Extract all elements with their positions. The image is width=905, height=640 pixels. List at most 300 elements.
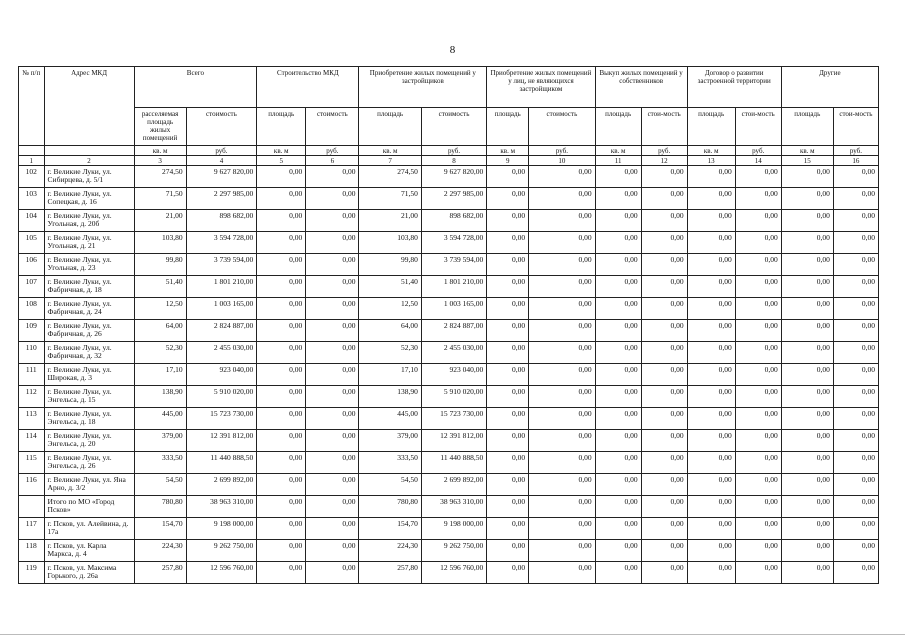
value-cell: 0,00	[641, 408, 687, 430]
value-cell: 0,00	[781, 166, 833, 188]
developer-cost: 12 596 760,00	[421, 562, 486, 584]
developer-cost: 3 739 594,00	[421, 254, 486, 276]
value-cell: 0,00	[781, 210, 833, 232]
row-number: 119	[19, 562, 45, 584]
total-cost: 898 682,00	[186, 210, 257, 232]
header-unit: кв. м	[359, 146, 421, 156]
value-cell: 0,00	[735, 496, 781, 518]
value-cell: 0,00	[735, 364, 781, 386]
value-cell: 0,00	[487, 276, 529, 298]
value-cell: 0,00	[687, 320, 735, 342]
value-cell: 0,00	[735, 232, 781, 254]
row-number: 102	[19, 166, 45, 188]
value-cell: 0,00	[687, 166, 735, 188]
developer-area: 780,80	[359, 496, 421, 518]
developer-area: 17,10	[359, 364, 421, 386]
developer-area: 71,50	[359, 188, 421, 210]
row-address: г. Псков, ул. Алейвина, д. 17а	[44, 518, 134, 540]
construction-cost: 0,00	[306, 166, 359, 188]
value-cell: 0,00	[595, 540, 641, 562]
value-cell: 0,00	[487, 232, 529, 254]
value-cell: 0,00	[781, 540, 833, 562]
row-address: г. Великие Луки, ул. Фабричная, д. 18	[44, 276, 134, 298]
construction-cost: 0,00	[306, 342, 359, 364]
value-cell: 0,00	[735, 320, 781, 342]
table-row	[19, 430, 879, 452]
value-cell: 0,00	[687, 188, 735, 210]
total-area: 99,80	[134, 254, 186, 276]
value-cell: 0,00	[687, 562, 735, 584]
header-group: Всего	[134, 67, 257, 108]
header-sub: стои-мость	[641, 108, 687, 146]
page-number: 8	[449, 44, 456, 56]
value-cell: 0,00	[595, 430, 641, 452]
column-number: 10	[529, 156, 595, 166]
value-cell: 0,00	[595, 408, 641, 430]
value-cell: 0,00	[735, 386, 781, 408]
value-cell: 0,00	[529, 210, 595, 232]
developer-cost: 9 627 820,00	[421, 166, 486, 188]
value-cell: 0,00	[529, 452, 595, 474]
total-cost: 9 627 820,00	[186, 166, 257, 188]
construction-area: 0,00	[257, 562, 306, 584]
table-row	[19, 540, 879, 562]
row-number: 105	[19, 232, 45, 254]
developer-cost: 2 824 887,00	[421, 320, 486, 342]
developer-area: 99,80	[359, 254, 421, 276]
construction-area: 0,00	[257, 386, 306, 408]
value-cell: 0,00	[833, 496, 878, 518]
value-cell: 0,00	[833, 210, 878, 232]
value-cell: 0,00	[833, 254, 878, 276]
construction-area: 0,00	[257, 232, 306, 254]
table-row	[19, 562, 879, 584]
table-row	[19, 276, 879, 298]
header-sub: расселяемая площадь жилых помещений	[134, 108, 186, 146]
row-number: 106	[19, 254, 45, 276]
header-sub: площадь	[595, 108, 641, 146]
value-cell: 0,00	[529, 496, 595, 518]
developer-area: 12,50	[359, 298, 421, 320]
value-cell: 0,00	[595, 298, 641, 320]
developer-cost: 9 198 000,00	[421, 518, 486, 540]
row-number	[19, 496, 45, 518]
row-number: 103	[19, 188, 45, 210]
header-unit: руб.	[735, 146, 781, 156]
value-cell: 0,00	[687, 430, 735, 452]
developer-area: 103,80	[359, 232, 421, 254]
developer-cost: 1 003 165,00	[421, 298, 486, 320]
resettlement-table	[18, 66, 879, 584]
total-area: 51,40	[134, 276, 186, 298]
construction-area: 0,00	[257, 540, 306, 562]
column-number: 4	[186, 156, 257, 166]
header-group: Строительство МКД	[257, 67, 359, 108]
row-number: 109	[19, 320, 45, 342]
value-cell: 0,00	[487, 386, 529, 408]
developer-area: 138,90	[359, 386, 421, 408]
table-row	[19, 408, 879, 430]
total-cost: 2 699 892,00	[186, 474, 257, 496]
value-cell: 0,00	[641, 210, 687, 232]
value-cell: 0,00	[833, 188, 878, 210]
construction-area: 0,00	[257, 518, 306, 540]
value-cell: 0,00	[735, 254, 781, 276]
header-unit: кв. м	[134, 146, 186, 156]
header-unit: руб.	[529, 146, 595, 156]
value-cell: 0,00	[833, 474, 878, 496]
header-sub: стоимость	[186, 108, 257, 146]
table-row	[19, 518, 879, 540]
header-unit: руб.	[186, 146, 257, 156]
value-cell: 0,00	[833, 166, 878, 188]
value-cell: 0,00	[529, 320, 595, 342]
column-number: 11	[595, 156, 641, 166]
header-group: Договор о развитии застроенной территории	[687, 67, 781, 108]
construction-area: 0,00	[257, 364, 306, 386]
header-unit: кв. м	[595, 146, 641, 156]
construction-cost: 0,00	[306, 188, 359, 210]
value-cell: 0,00	[487, 298, 529, 320]
column-number: 6	[306, 156, 359, 166]
row-address: г. Псков, ул. Максима Горького, д. 26а	[44, 562, 134, 584]
value-cell: 0,00	[595, 320, 641, 342]
construction-area: 0,00	[257, 452, 306, 474]
header-group: Другие	[781, 67, 878, 108]
row-number: 107	[19, 276, 45, 298]
total-cost: 12 596 760,00	[186, 562, 257, 584]
row-address: г. Великие Луки, ул. Энгельса, д. 20	[44, 430, 134, 452]
value-cell: 0,00	[833, 232, 878, 254]
value-cell: 0,00	[529, 254, 595, 276]
value-cell: 0,00	[641, 474, 687, 496]
developer-cost: 2 455 030,00	[421, 342, 486, 364]
value-cell: 0,00	[781, 562, 833, 584]
row-address: г. Великие Луки, ул. Фабричная, д. 24	[44, 298, 134, 320]
value-cell: 0,00	[595, 232, 641, 254]
total-cost: 15 723 730,00	[186, 408, 257, 430]
value-cell: 0,00	[487, 408, 529, 430]
table-row	[19, 364, 879, 386]
column-number: 8	[421, 156, 486, 166]
value-cell: 0,00	[641, 188, 687, 210]
construction-area: 0,00	[257, 276, 306, 298]
total-cost: 5 910 020,00	[186, 386, 257, 408]
total-cost: 11 440 888,50	[186, 452, 257, 474]
construction-area: 0,00	[257, 408, 306, 430]
header-no: № п/п	[19, 67, 45, 146]
value-cell: 0,00	[687, 276, 735, 298]
value-cell: 0,00	[487, 188, 529, 210]
value-cell: 0,00	[687, 474, 735, 496]
column-number: 12	[641, 156, 687, 166]
header-unit: руб.	[306, 146, 359, 156]
total-area: 54,50	[134, 474, 186, 496]
column-number: 2	[44, 156, 134, 166]
value-cell: 0,00	[781, 430, 833, 452]
value-cell: 0,00	[641, 518, 687, 540]
developer-area: 224,30	[359, 540, 421, 562]
value-cell: 0,00	[833, 364, 878, 386]
header-sub: стоимость	[306, 108, 359, 146]
value-cell: 0,00	[833, 540, 878, 562]
developer-cost: 38 963 310,00	[421, 496, 486, 518]
column-number: 16	[833, 156, 878, 166]
header-unit: руб.	[421, 146, 486, 156]
value-cell: 0,00	[487, 430, 529, 452]
header-address: Адрес МКД	[44, 67, 134, 146]
total-area: 257,80	[134, 562, 186, 584]
row-address: Итого по МО «Город Псков»	[44, 496, 134, 518]
value-cell: 0,00	[641, 298, 687, 320]
value-cell: 0,00	[735, 430, 781, 452]
value-cell: 0,00	[687, 364, 735, 386]
value-cell: 0,00	[487, 320, 529, 342]
developer-area: 257,80	[359, 562, 421, 584]
developer-cost: 12 391 812,00	[421, 430, 486, 452]
value-cell: 0,00	[641, 386, 687, 408]
row-address: г. Великие Луки, ул. Энгельса, д. 18	[44, 408, 134, 430]
total-cost: 12 391 812,00	[186, 430, 257, 452]
table-row	[19, 320, 879, 342]
header-sub: стои-мость	[735, 108, 781, 146]
construction-cost: 0,00	[306, 430, 359, 452]
developer-cost: 5 910 020,00	[421, 386, 486, 408]
value-cell: 0,00	[595, 496, 641, 518]
column-number: 5	[257, 156, 306, 166]
value-cell: 0,00	[735, 562, 781, 584]
total-cost: 3 594 728,00	[186, 232, 257, 254]
column-number: 13	[687, 156, 735, 166]
construction-area: 0,00	[257, 188, 306, 210]
value-cell: 0,00	[487, 166, 529, 188]
total-cost: 3 739 594,00	[186, 254, 257, 276]
construction-cost: 0,00	[306, 540, 359, 562]
header-group: Выкуп жилых помещений у собственников	[595, 67, 687, 108]
value-cell: 0,00	[487, 342, 529, 364]
value-cell: 0,00	[487, 540, 529, 562]
total-area: 71,50	[134, 188, 186, 210]
table-row	[19, 210, 879, 232]
construction-cost: 0,00	[306, 518, 359, 540]
row-address: г. Великие Луки, ул. Угольная, д. 23	[44, 254, 134, 276]
construction-cost: 0,00	[306, 254, 359, 276]
value-cell: 0,00	[781, 518, 833, 540]
value-cell: 0,00	[833, 518, 878, 540]
value-cell: 0,00	[529, 430, 595, 452]
value-cell: 0,00	[735, 342, 781, 364]
value-cell: 0,00	[487, 518, 529, 540]
value-cell: 0,00	[595, 166, 641, 188]
construction-cost: 0,00	[306, 364, 359, 386]
value-cell: 0,00	[687, 342, 735, 364]
value-cell: 0,00	[833, 342, 878, 364]
header-sub: площадь	[781, 108, 833, 146]
total-area: 274,50	[134, 166, 186, 188]
row-address: г. Великие Луки, ул. Фабричная, д. 32	[44, 342, 134, 364]
header-unit: руб.	[833, 146, 878, 156]
total-cost: 9 262 750,00	[186, 540, 257, 562]
value-cell: 0,00	[595, 188, 641, 210]
table-row	[19, 386, 879, 408]
value-cell: 0,00	[687, 408, 735, 430]
row-number: 113	[19, 408, 45, 430]
value-cell: 0,00	[833, 562, 878, 584]
total-area: 138,90	[134, 386, 186, 408]
value-cell: 0,00	[735, 474, 781, 496]
value-cell: 0,00	[529, 518, 595, 540]
value-cell: 0,00	[529, 276, 595, 298]
row-number: 110	[19, 342, 45, 364]
construction-area: 0,00	[257, 166, 306, 188]
table-row	[19, 496, 879, 518]
value-cell: 0,00	[595, 562, 641, 584]
row-address: г. Великие Луки, ул. Угольная, д. 21	[44, 232, 134, 254]
developer-cost: 2 297 985,00	[421, 188, 486, 210]
column-number: 1	[19, 156, 45, 166]
row-number: 117	[19, 518, 45, 540]
construction-area: 0,00	[257, 430, 306, 452]
header-unit: кв. м	[781, 146, 833, 156]
construction-area: 0,00	[257, 342, 306, 364]
construction-cost: 0,00	[306, 386, 359, 408]
value-cell: 0,00	[595, 276, 641, 298]
value-cell: 0,00	[529, 364, 595, 386]
value-cell: 0,00	[487, 562, 529, 584]
total-area: 64,00	[134, 320, 186, 342]
value-cell: 0,00	[641, 320, 687, 342]
row-number: 114	[19, 430, 45, 452]
value-cell: 0,00	[735, 518, 781, 540]
construction-cost: 0,00	[306, 320, 359, 342]
value-cell: 0,00	[641, 364, 687, 386]
value-cell: 0,00	[487, 452, 529, 474]
value-cell: 0,00	[595, 386, 641, 408]
row-address: г. Великие Луки, ул. Яна Арно, д. 3/2	[44, 474, 134, 496]
row-address: г. Великие Луки, ул. Энгельса, д. 26	[44, 452, 134, 474]
value-cell: 0,00	[641, 452, 687, 474]
total-cost: 9 198 000,00	[186, 518, 257, 540]
table-row	[19, 254, 879, 276]
value-cell: 0,00	[641, 166, 687, 188]
value-cell: 0,00	[595, 342, 641, 364]
total-area: 379,00	[134, 430, 186, 452]
value-cell: 0,00	[487, 254, 529, 276]
header-sub: стои-мость	[833, 108, 878, 146]
value-cell: 0,00	[781, 408, 833, 430]
developer-area: 333,50	[359, 452, 421, 474]
value-cell: 0,00	[641, 430, 687, 452]
value-cell: 0,00	[687, 232, 735, 254]
value-cell: 0,00	[833, 386, 878, 408]
column-number: 14	[735, 156, 781, 166]
value-cell: 0,00	[595, 474, 641, 496]
total-cost: 923 040,00	[186, 364, 257, 386]
value-cell: 0,00	[687, 496, 735, 518]
value-cell: 0,00	[781, 188, 833, 210]
row-address: г. Великие Луки, ул. Фабричная, д. 26	[44, 320, 134, 342]
total-cost: 2 297 985,00	[186, 188, 257, 210]
total-cost: 2 455 030,00	[186, 342, 257, 364]
value-cell: 0,00	[529, 540, 595, 562]
value-cell: 0,00	[529, 298, 595, 320]
total-area: 333,50	[134, 452, 186, 474]
developer-cost: 898 682,00	[421, 210, 486, 232]
value-cell: 0,00	[487, 474, 529, 496]
value-cell: 0,00	[595, 452, 641, 474]
total-area: 12,50	[134, 298, 186, 320]
construction-cost: 0,00	[306, 298, 359, 320]
value-cell: 0,00	[833, 298, 878, 320]
header-unit: руб.	[641, 146, 687, 156]
value-cell: 0,00	[641, 232, 687, 254]
value-cell: 0,00	[781, 254, 833, 276]
row-number: 115	[19, 452, 45, 474]
value-cell: 0,00	[641, 342, 687, 364]
total-area: 154,70	[134, 518, 186, 540]
developer-cost: 923 040,00	[421, 364, 486, 386]
value-cell: 0,00	[529, 232, 595, 254]
construction-area: 0,00	[257, 496, 306, 518]
value-cell: 0,00	[735, 166, 781, 188]
value-cell: 0,00	[529, 188, 595, 210]
developer-area: 52,30	[359, 342, 421, 364]
total-area: 21,00	[134, 210, 186, 232]
value-cell: 0,00	[735, 276, 781, 298]
total-cost: 1 801 210,00	[186, 276, 257, 298]
row-number: 108	[19, 298, 45, 320]
construction-cost: 0,00	[306, 276, 359, 298]
value-cell: 0,00	[595, 518, 641, 540]
developer-cost: 15 723 730,00	[421, 408, 486, 430]
row-number: 111	[19, 364, 45, 386]
value-cell: 0,00	[833, 320, 878, 342]
value-cell: 0,00	[529, 166, 595, 188]
construction-cost: 0,00	[306, 232, 359, 254]
value-cell: 0,00	[735, 210, 781, 232]
value-cell: 0,00	[735, 540, 781, 562]
value-cell: 0,00	[781, 364, 833, 386]
column-number-row	[19, 156, 879, 166]
developer-area: 274,50	[359, 166, 421, 188]
value-cell: 0,00	[529, 408, 595, 430]
construction-cost: 0,00	[306, 452, 359, 474]
header-sub: площадь	[487, 108, 529, 146]
value-cell: 0,00	[781, 232, 833, 254]
column-number: 9	[487, 156, 529, 166]
table-row	[19, 232, 879, 254]
value-cell: 0,00	[595, 254, 641, 276]
value-cell: 0,00	[735, 408, 781, 430]
developer-area: 445,00	[359, 408, 421, 430]
header-unit: кв. м	[687, 146, 735, 156]
value-cell: 0,00	[529, 342, 595, 364]
total-area: 224,30	[134, 540, 186, 562]
table-row	[19, 452, 879, 474]
total-cost: 2 824 887,00	[186, 320, 257, 342]
total-area: 445,00	[134, 408, 186, 430]
header-group: Приобретение жилых помещений у застройщиков	[359, 67, 487, 108]
value-cell: 0,00	[735, 188, 781, 210]
developer-area: 64,00	[359, 320, 421, 342]
value-cell: 0,00	[781, 276, 833, 298]
developer-cost: 3 594 728,00	[421, 232, 486, 254]
value-cell: 0,00	[781, 320, 833, 342]
construction-area: 0,00	[257, 254, 306, 276]
total-area: 52,30	[134, 342, 186, 364]
value-cell: 0,00	[781, 452, 833, 474]
value-cell: 0,00	[833, 452, 878, 474]
